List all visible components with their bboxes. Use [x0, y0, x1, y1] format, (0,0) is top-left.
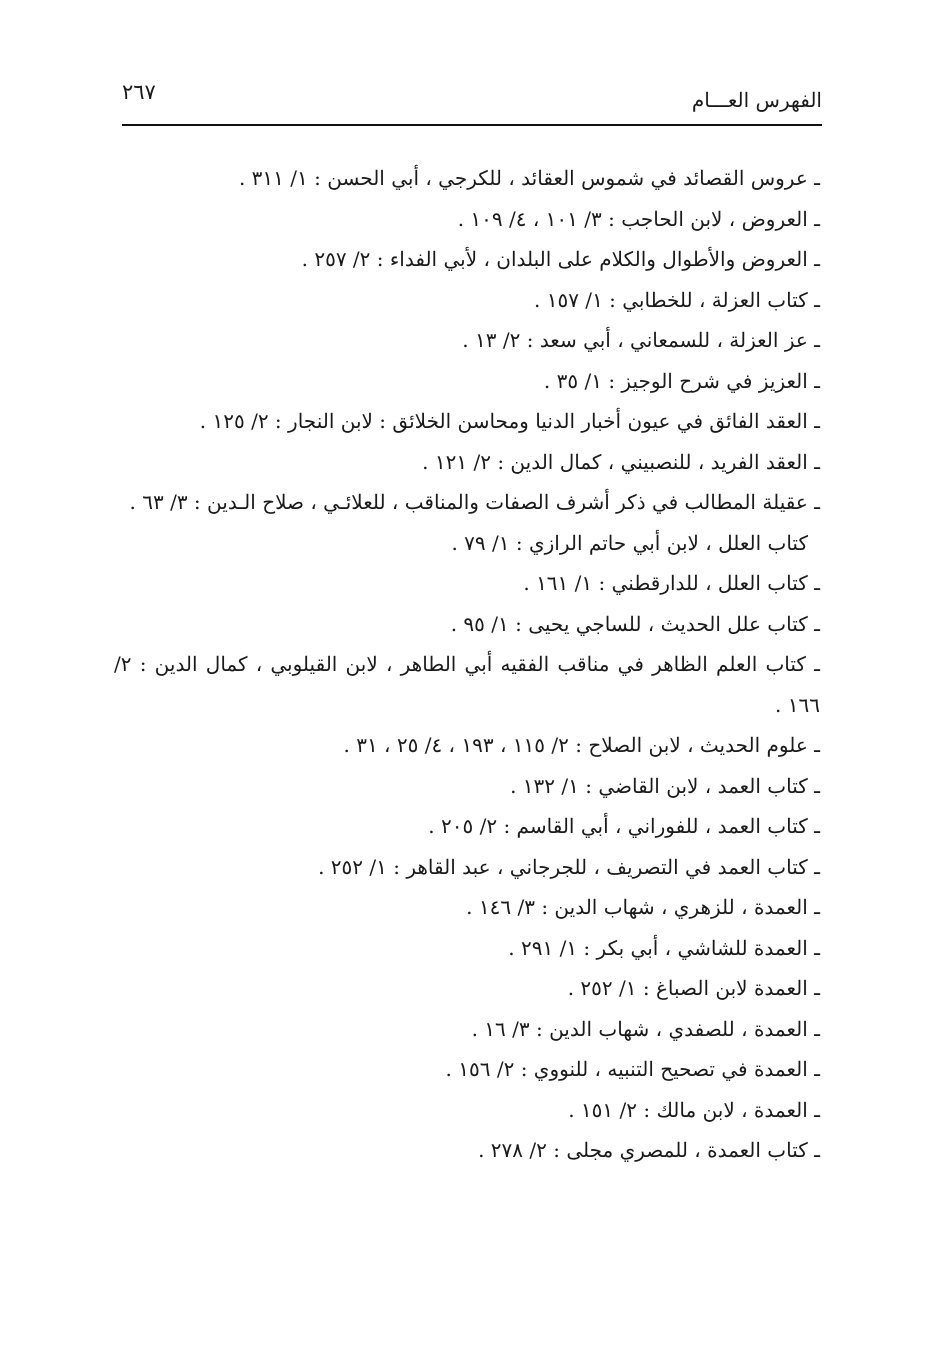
- index-entry: ـ العمدة لابن الصباغ : ١/ ٢٥٢ .: [567, 976, 820, 1000]
- index-entry: ـ كتاب العزلة ، للخطابي : ١/ ١٥٧ .: [534, 287, 820, 312]
- index-entry: ـ كتاب العمد في التصريف ، للجرجاني ، عبد القاهر : ١/ ٢٥٢ .: [318, 854, 820, 879]
- index-entry: ـ العقد الفائق في عيون أخبار الدنيا ومحاسن الخلائق : لابن النجار : ٢/ ١٢٥ .: [199, 409, 820, 433]
- index-entry: ـ عز العزلة ، للسمعاني ، أبي سعد : ٢/ ١٣ .: [462, 328, 820, 352]
- index-entry: ـ العروض والأطوال والكلام على البلدان ، لأبي الفداء : ٢/ ٢٥٧ .: [301, 247, 820, 271]
- index-entry: ـ العمدة ، لابن مالك : ٢/ ١٥١ .: [568, 1097, 820, 1122]
- index-entry: ـ العمدة ، للصفدي ، شهاب الدين : ٣/ ١٦ .: [471, 1016, 820, 1041]
- index-entry: ـ عقيلة المطالب في ذكر أشرف الصفات والمناقب ، للعلائـي ، صلاح الـدين : ٣/ ٦٣ .: [129, 490, 820, 514]
- index-entry: ـ كتاب علل الحديث ، للساجي يحيى : ١/ ٩٥ .: [450, 611, 820, 636]
- index-entry: ـ كتاب العمدة ، للمصري مجلى : ٢/ ٢٧٨ .: [478, 1138, 820, 1162]
- index-entry: ـ العمدة للشاشي ، أبي بكر : ١/ ٢٩١ .: [508, 935, 820, 960]
- index-entry: كتاب العلل ، لابن أبي حاتم الرازي : ١/ ٧٩ .: [451, 530, 808, 555]
- page-header: [122, 72, 822, 128]
- index-entry: ـ كتاب العلل ، للدارقطني : ١/ ١٦١ .: [523, 571, 820, 595]
- header-divider: [122, 124, 822, 126]
- index-entry: ـ العزيز في شرح الوجيز : ١/ ٣٥ .: [543, 368, 820, 393]
- index-entry: ـ عروس القصائد في شموس العقائد ، للكرجي ، أبي الحسن : ١/ ٣١١ .: [238, 166, 820, 190]
- index-entries-list: [114, 158, 820, 1171]
- index-entry: ـ العروض ، لابن الحاجب : ٣/ ١٠١ ، ٤/ ١٠٩ .: [457, 206, 820, 231]
- index-entry: ـ العقد الفريد ، للنصبيني ، كمال الدين : ٢/ ١٢١ .: [422, 449, 820, 474]
- index-entry: ـ العمدة ، للزهري ، شهاب الدين : ٣/ ١٤٦ .: [466, 895, 820, 919]
- index-entry: ـ كتاب العلم الظاهر في مناقب الفقيه أبي الطاهر ، لابن القيلوبي ، كمال الدين : ٢/ ١٦٦ .: [114, 652, 820, 717]
- index-entry: ـ كتاب العمد ، لابن القاضي : ١/ ١٣٢ .: [510, 773, 820, 798]
- index-entry: ـ علوم الحديث ، لابن الصلاح : ٢/ ١١٥ ، ١٩٣ ، ٤/ ٢٥ ، ٣١ .: [343, 733, 820, 757]
- page-number: ٢٦٧: [122, 80, 156, 104]
- index-entry: ـ العمدة في تصحيح التنبيه ، للنووي : ٢/ ١٥٦ .: [445, 1057, 820, 1081]
- index-entry: ـ كتاب العمد ، للفوراني ، أبي القاسم : ٢/ ٢٠٥ .: [428, 814, 820, 838]
- running-header-title: الفهرس العـــام: [691, 88, 822, 112]
